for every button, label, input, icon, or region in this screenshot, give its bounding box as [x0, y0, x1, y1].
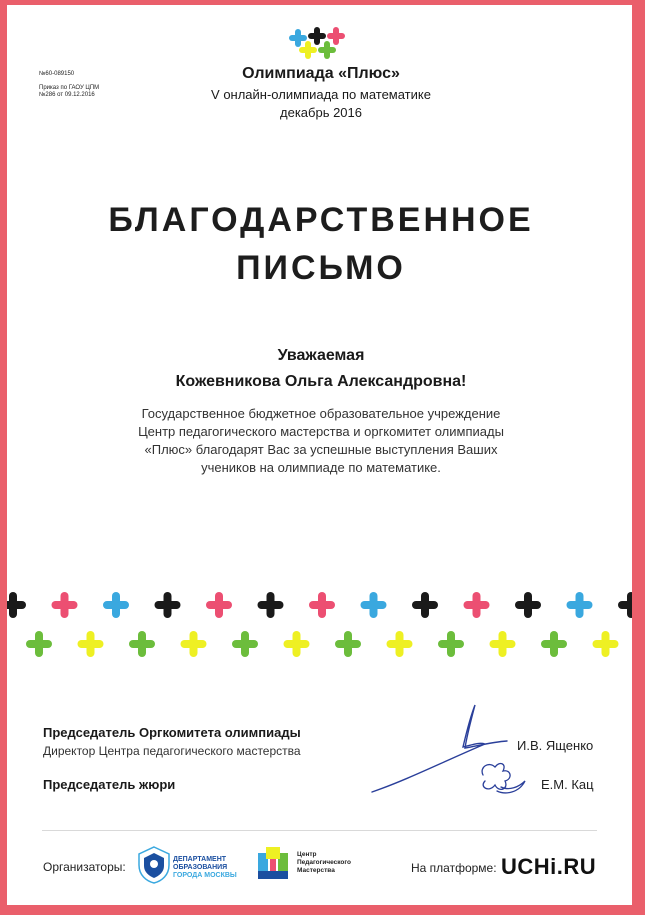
- decor-cross-bottom-green: [438, 631, 464, 657]
- decor-cross-top-pink: [309, 592, 335, 618]
- certificate-sheet: [7, 5, 632, 905]
- jury-title: Председатель жюри: [43, 777, 176, 792]
- jury-name: Е.М. Кац: [541, 777, 594, 792]
- department-emblem-icon: [137, 845, 171, 885]
- center-line-3: Мастерства: [297, 867, 335, 874]
- chair-title: Председатель Оргкомитета олимпиады: [43, 725, 301, 740]
- decor-cross-top-black: [7, 592, 26, 618]
- decor-cross-bottom-green: [541, 631, 567, 657]
- decor-cross-bottom-green: [232, 631, 258, 657]
- logo-cross-green: [318, 41, 336, 59]
- order-line-2: №286 от 09.12.2016: [39, 92, 95, 98]
- decor-cross-top-black: [618, 592, 632, 618]
- dept-line-3: ГОРОДА МОСКВЫ: [173, 872, 237, 879]
- heading-line-2: ПИСЬМО: [236, 249, 406, 287]
- chair-subtitle: Директор Центра педагогического мастерства: [43, 744, 301, 758]
- body-line-4: учеников на олимпиаде по математике.: [201, 460, 441, 475]
- decor-cross-top-pink: [206, 592, 232, 618]
- dept-line-1: ДЕПАРТАМЕНТ: [173, 856, 227, 863]
- organizers-label: Организаторы:: [43, 860, 126, 874]
- order-line-1: Приказ по ГАОУ ЦПМ: [39, 85, 100, 91]
- decor-cross-bottom-green: [26, 631, 52, 657]
- body-line-2: Центр педагогического мастерства и оргкомитет олимпиады: [138, 424, 504, 439]
- olympiad-date: декабрь 2016: [280, 105, 362, 120]
- olympiad-title: Олимпиада «Плюс»: [242, 65, 400, 82]
- decor-cross-bottom-yellow: [181, 631, 207, 657]
- decor-cross-bottom-green: [335, 631, 361, 657]
- footer-divider: [42, 830, 597, 831]
- decor-cross-top-blue: [361, 592, 387, 618]
- decor-cross-top-blue: [567, 592, 593, 618]
- decorative-crosses-band: [7, 585, 632, 670]
- decor-cross-bottom-yellow: [78, 631, 104, 657]
- decor-cross-top-pink: [464, 592, 490, 618]
- certificate-number: №60-089150: [39, 71, 75, 77]
- center-line-1: Центр: [297, 851, 317, 858]
- decor-cross-bottom-yellow: [284, 631, 310, 657]
- decor-cross-top-pink: [52, 592, 78, 618]
- center-line-2: Педагогического: [297, 859, 351, 866]
- decor-cross-top-black: [412, 592, 438, 618]
- uchi-logo: UCHi.RU: [501, 854, 597, 879]
- chair-name: И.В. Ященко: [517, 738, 594, 753]
- decor-cross-top-black: [155, 592, 181, 618]
- logo-cross-blue: [289, 29, 307, 47]
- olympiad-subtitle: V онлайн-олимпиада по математике: [211, 87, 431, 102]
- heading-line-1: БЛАГОДАРСТВЕННОЕ: [108, 201, 534, 239]
- decor-cross-bottom-green: [129, 631, 155, 657]
- logo-cross-pink: [327, 27, 345, 45]
- greeting: Уважаемая: [277, 347, 365, 364]
- decor-cross-top-black: [515, 592, 541, 618]
- logo-cross-black: [308, 27, 326, 45]
- recipient-name: Кожевникова Ольга Александровна!: [175, 373, 467, 390]
- body-line-1: Государственное бюджетное образовательное учреждение: [141, 406, 501, 421]
- platform-label: На платформе:: [411, 861, 497, 875]
- body-line-3: «Плюс» благодарят Вас за успешные выступления Ваших: [144, 442, 498, 457]
- signature-jury: [475, 757, 535, 797]
- olympiad-logo: [289, 25, 353, 61]
- logo-cross-yellow: [299, 41, 317, 59]
- decor-cross-bottom-yellow: [490, 631, 516, 657]
- decor-cross-bottom-yellow: [387, 631, 413, 657]
- decor-cross-top-blue: [103, 592, 129, 618]
- dept-line-2: ОБРАЗОВАНИЯ: [173, 864, 228, 871]
- decor-cross-bottom-yellow: [593, 631, 619, 657]
- decor-cross-top-black: [258, 592, 284, 618]
- pedagogical-center-logo-icon: [254, 845, 292, 883]
